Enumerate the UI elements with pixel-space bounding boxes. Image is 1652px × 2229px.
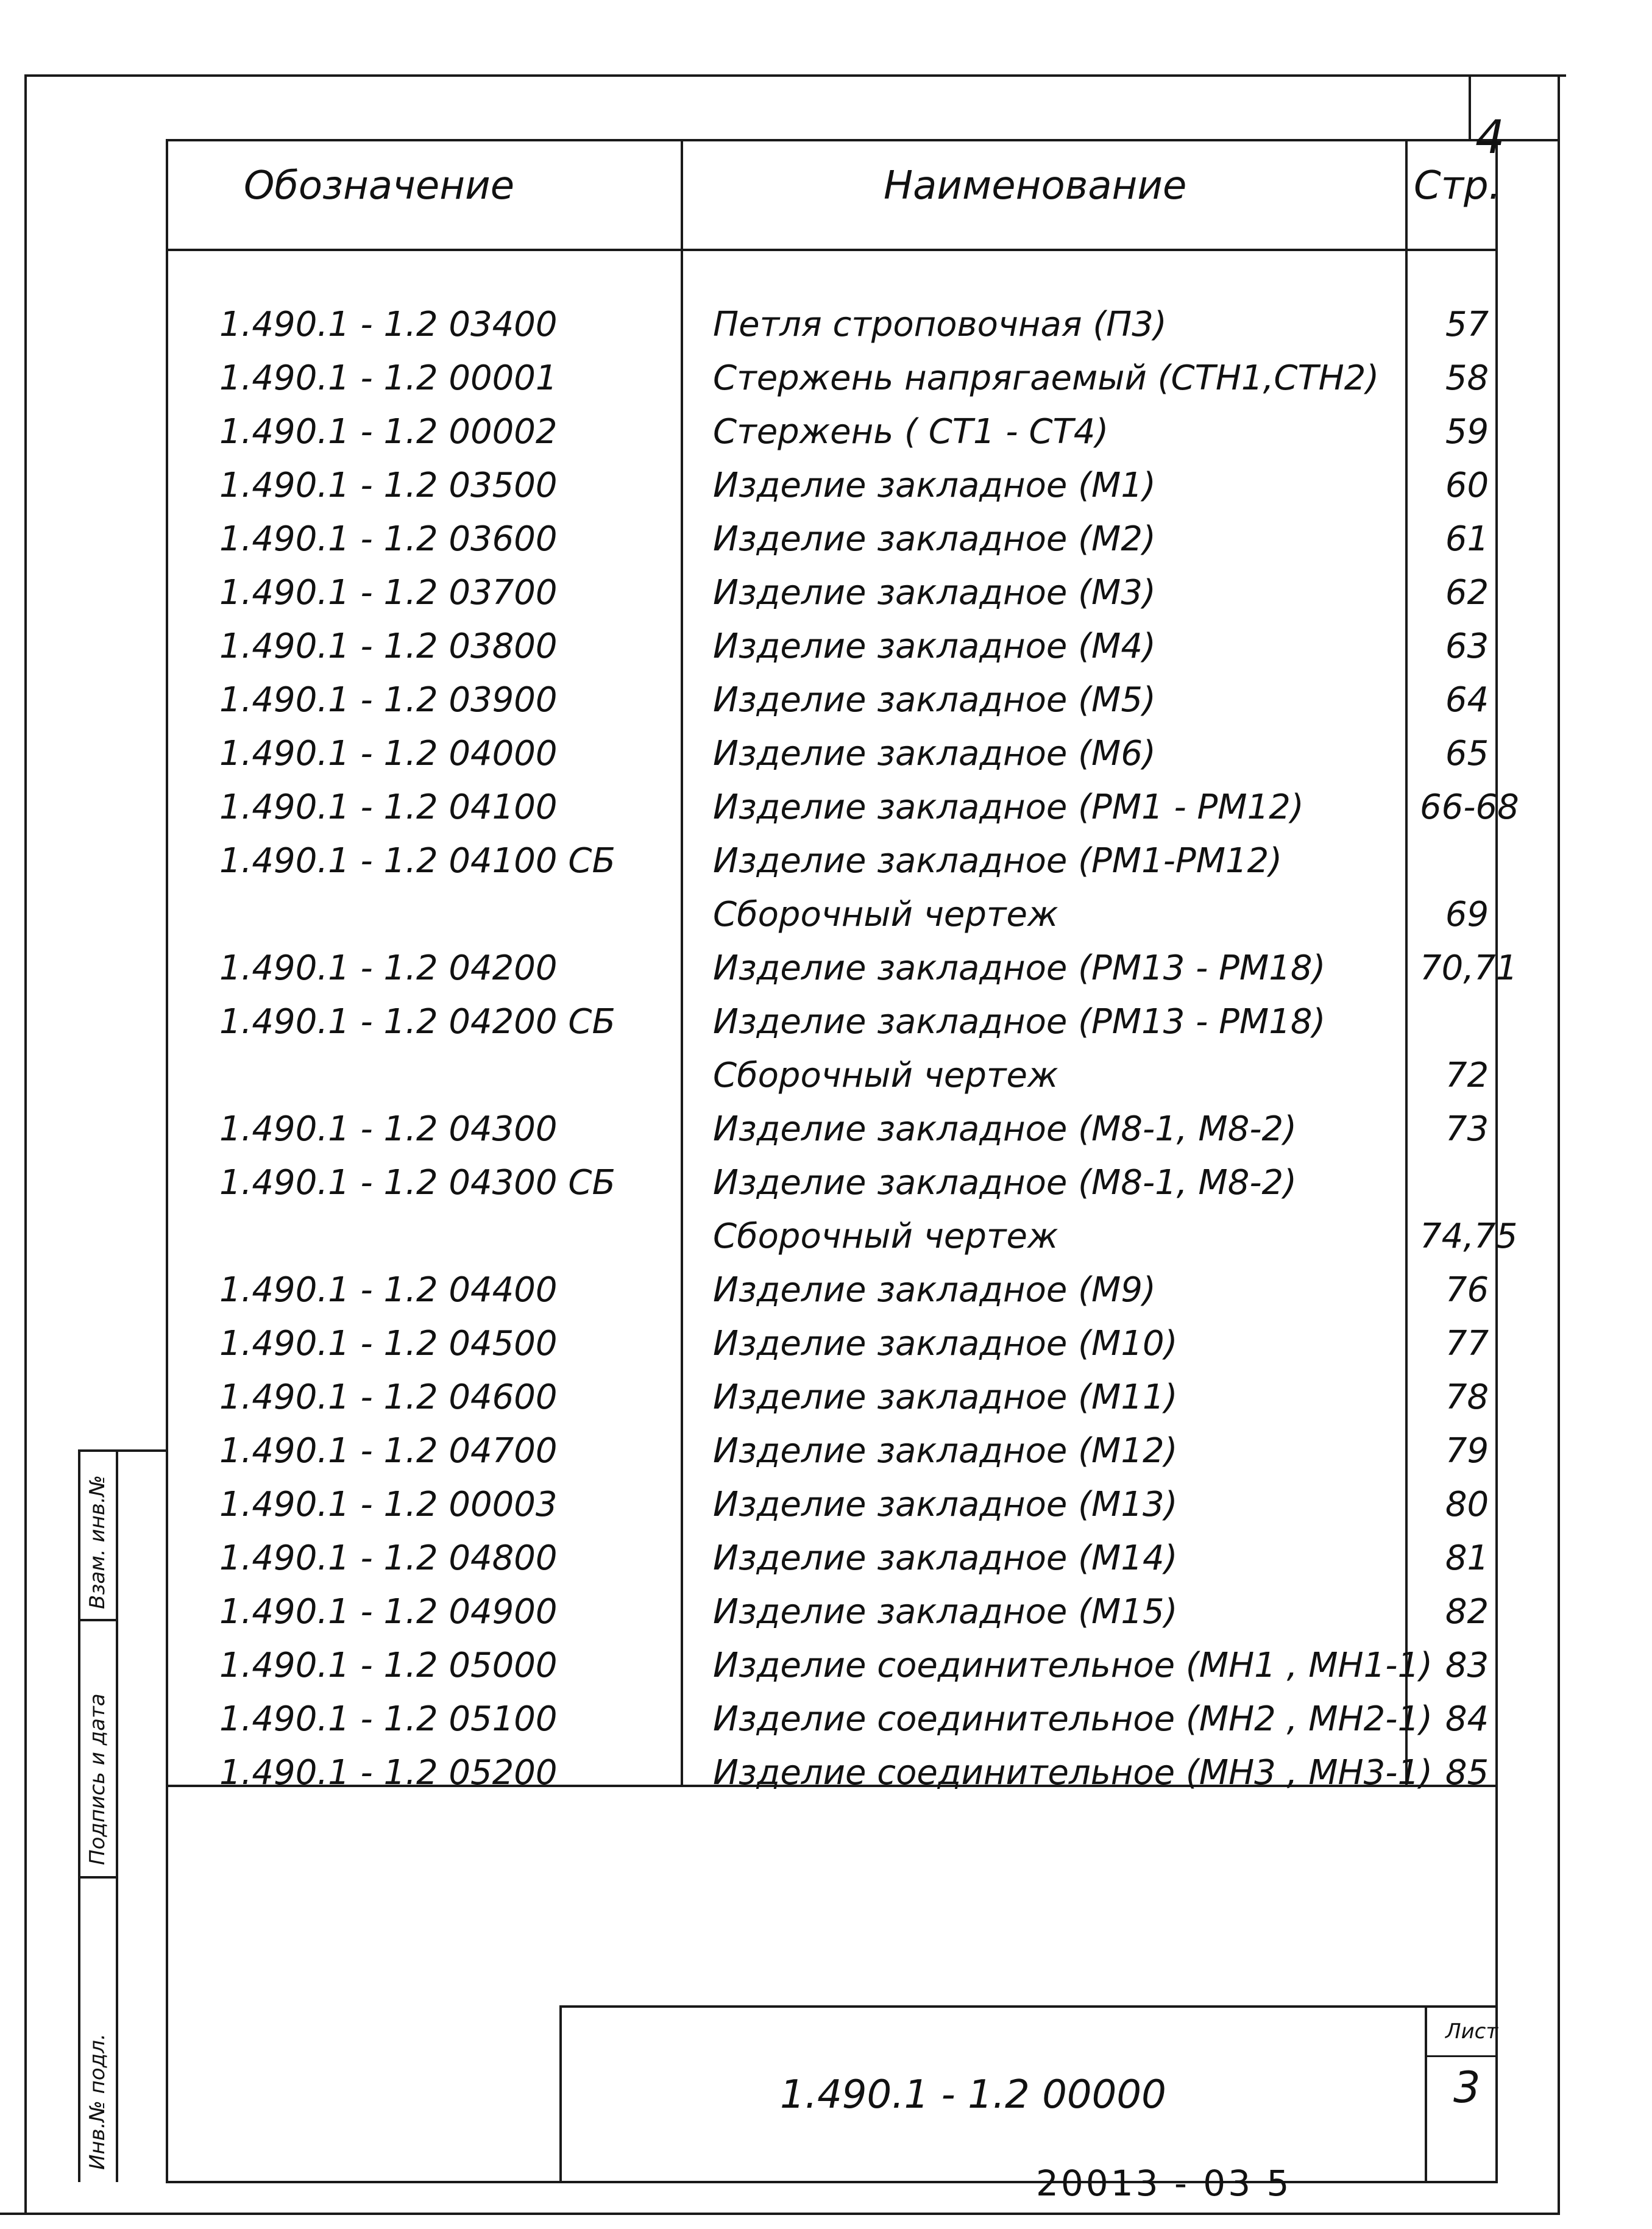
row-name: Изделие закладное (РМ1 - РМ12): [713, 787, 1304, 827]
table-left: [166, 139, 168, 2182]
row-name: Изделие закладное (М8-1, М8-2): [713, 1163, 1297, 1203]
row-page: 66-68: [1420, 787, 1519, 827]
row-name: Изделие закладное (М14): [713, 1538, 1178, 1578]
row-name: Изделие закладное (М2): [713, 519, 1156, 559]
header-designation: Обозначение: [244, 163, 515, 208]
row-code: 1.490.1 - 1.2 04900: [219, 1592, 558, 1632]
side-label-inv-orig: Инв.№ подл.: [85, 2033, 110, 2170]
row-code: 1.490.1 - 1.2 05200: [219, 1753, 558, 1793]
sheet-number: 3: [1453, 2063, 1481, 2113]
row-page: 82: [1445, 1592, 1489, 1632]
row-code: 1.490.1 - 1.2 03900: [219, 680, 558, 720]
row-code: 1.490.1 - 1.2 04300: [219, 1109, 558, 1149]
row-name: Изделие закладное (М4): [713, 627, 1156, 666]
header-name: Наименование: [884, 163, 1187, 208]
outer-frame-bottom: [0, 2213, 1560, 2215]
col-divider-2: [1405, 139, 1408, 1785]
row-name: Сборочный чертеж: [713, 895, 1058, 934]
row-code: 1.490.1 - 1.2 03500: [219, 466, 558, 505]
row-code: 1.490.1 - 1.2 04100 СБ: [219, 841, 615, 881]
row-code: 1.490.1 - 1.2 04000: [219, 734, 558, 773]
row-code: 1.490.1 - 1.2 05100: [219, 1699, 558, 1739]
sheet-label: Лист: [1445, 2019, 1498, 2044]
row-page: 76: [1445, 1270, 1489, 1310]
row-code: 1.490.1 - 1.2 04700: [219, 1431, 558, 1471]
stamp-sheet-label-line: [1425, 2055, 1498, 2057]
row-name: Изделие закладное (РМ13 - РМ18): [713, 1002, 1326, 1042]
row-name: Петля строповочная (П3): [713, 305, 1167, 344]
outer-frame-right: [1558, 74, 1560, 2215]
row-code: 1.490.1 - 1.2 00001: [219, 358, 558, 398]
row-page: 80: [1445, 1485, 1489, 1524]
row-code: 1.490.1 - 1.2 04800: [219, 1538, 558, 1578]
side-strip-sep-2: [78, 1876, 118, 1879]
row-name: Изделие соединительное (МН3 , МН3-1): [713, 1753, 1433, 1793]
row-name: Изделие закладное (М13): [713, 1485, 1178, 1524]
row-page: 63: [1445, 627, 1489, 666]
row-page: 74,75: [1420, 1217, 1518, 1256]
document-code: 1.490.1 - 1.2 00000: [780, 2072, 1166, 2117]
row-code: 1.490.1 - 1.2 03400: [219, 305, 558, 344]
row-page: 73: [1445, 1109, 1489, 1149]
stamp-left: [559, 2005, 562, 2182]
row-page: 79: [1445, 1431, 1489, 1471]
bottom-archive-number: 20013 - 03 5: [1036, 2163, 1292, 2204]
outer-frame-left: [24, 74, 27, 2213]
side-strip-top: [78, 1449, 167, 1452]
side-strip-left: [78, 1449, 80, 2182]
stamp-sheet-divider: [1425, 2005, 1427, 2182]
row-code: 1.490.1 - 1.2 00002: [219, 412, 558, 452]
row-name: Изделие соединительное (МН1 , МН1-1): [713, 1646, 1433, 1685]
row-page: 58: [1445, 358, 1489, 398]
row-page: 69: [1445, 895, 1489, 934]
row-page: 84: [1445, 1699, 1489, 1739]
row-code: 1.490.1 - 1.2 04500: [219, 1324, 558, 1363]
row-name: Изделие закладное (М11): [713, 1378, 1178, 1417]
row-code: 1.490.1 - 1.2 04200 СБ: [219, 1002, 615, 1042]
row-code: 1.490.1 - 1.2 04300 СБ: [219, 1163, 615, 1203]
row-name: Стержень ( СТ1 - СТ4): [713, 412, 1109, 452]
row-page: 78: [1445, 1378, 1489, 1417]
row-name: Сборочный чертеж: [713, 1056, 1058, 1095]
table-top: [166, 139, 1560, 141]
header-page: Стр.: [1414, 163, 1501, 208]
row-code: 1.490.1 - 1.2 03800: [219, 627, 558, 666]
row-name: Изделие соединительное (МН2 , МН2-1): [713, 1699, 1433, 1739]
row-page: 59: [1445, 412, 1489, 452]
row-code: 1.490.1 - 1.2 04600: [219, 1378, 558, 1417]
row-name: Изделие закладное (РМ13 - РМ18): [713, 948, 1326, 988]
row-page: 70,71: [1420, 948, 1518, 988]
row-code: 1.490.1 - 1.2 04400: [219, 1270, 558, 1310]
row-code: 1.490.1 - 1.2 04200: [219, 948, 558, 988]
row-page: 57: [1445, 305, 1489, 344]
outer-frame-top: [24, 74, 1566, 77]
row-page: 60: [1445, 466, 1489, 505]
row-name: Сборочный чертеж: [713, 1217, 1058, 1256]
header-divider: [166, 249, 1498, 251]
row-name: Изделие закладное (М6): [713, 734, 1156, 773]
row-name: Изделие закладное (РМ1-РМ12): [713, 841, 1283, 881]
row-page: 83: [1445, 1646, 1489, 1685]
row-name: Изделие закладное (М15): [713, 1592, 1178, 1632]
row-code: 1.490.1 - 1.2 03700: [219, 573, 558, 613]
row-page: 61: [1445, 519, 1489, 559]
row-page: 62: [1445, 573, 1489, 613]
row-name: Изделие закладное (М1): [713, 466, 1156, 505]
row-page: 85: [1445, 1753, 1489, 1793]
side-strip-mid: [116, 1449, 118, 2182]
row-name: Стержень напрягаемый (СТН1,СТН2): [713, 358, 1380, 398]
row-name: Изделие закладное (М12): [713, 1431, 1178, 1471]
row-page: 65: [1445, 734, 1489, 773]
row-page: 72: [1445, 1056, 1489, 1095]
row-page: 81: [1445, 1538, 1489, 1578]
row-page: 64: [1445, 680, 1489, 720]
corner-box-left: [1469, 74, 1471, 141]
row-name: Изделие закладное (М8-1, М8-2): [713, 1109, 1297, 1149]
row-code: 1.490.1 - 1.2 03600: [219, 519, 558, 559]
side-strip-sep-1: [78, 1619, 118, 1621]
side-label-replaced-inv: Взам. инв.№: [85, 1474, 110, 1609]
row-name: Изделие закладное (М9): [713, 1270, 1156, 1310]
row-code: 1.490.1 - 1.2 00003: [219, 1485, 558, 1524]
row-code: 1.490.1 - 1.2 04100: [219, 787, 558, 827]
table-bottom: [166, 2181, 1498, 2183]
row-name: Изделие закладное (М3): [713, 573, 1156, 613]
row-name: Изделие закладное (М5): [713, 680, 1156, 720]
row-name: Изделие закладное (М10): [713, 1324, 1178, 1363]
col-divider-1: [681, 139, 683, 1785]
side-label-sign-date: Подпись и дата: [85, 1693, 110, 1865]
row-page: 77: [1445, 1324, 1489, 1363]
corner-number: 4: [1475, 110, 1505, 164]
stamp-top: [559, 2005, 1498, 2008]
row-code: 1.490.1 - 1.2 05000: [219, 1646, 558, 1685]
